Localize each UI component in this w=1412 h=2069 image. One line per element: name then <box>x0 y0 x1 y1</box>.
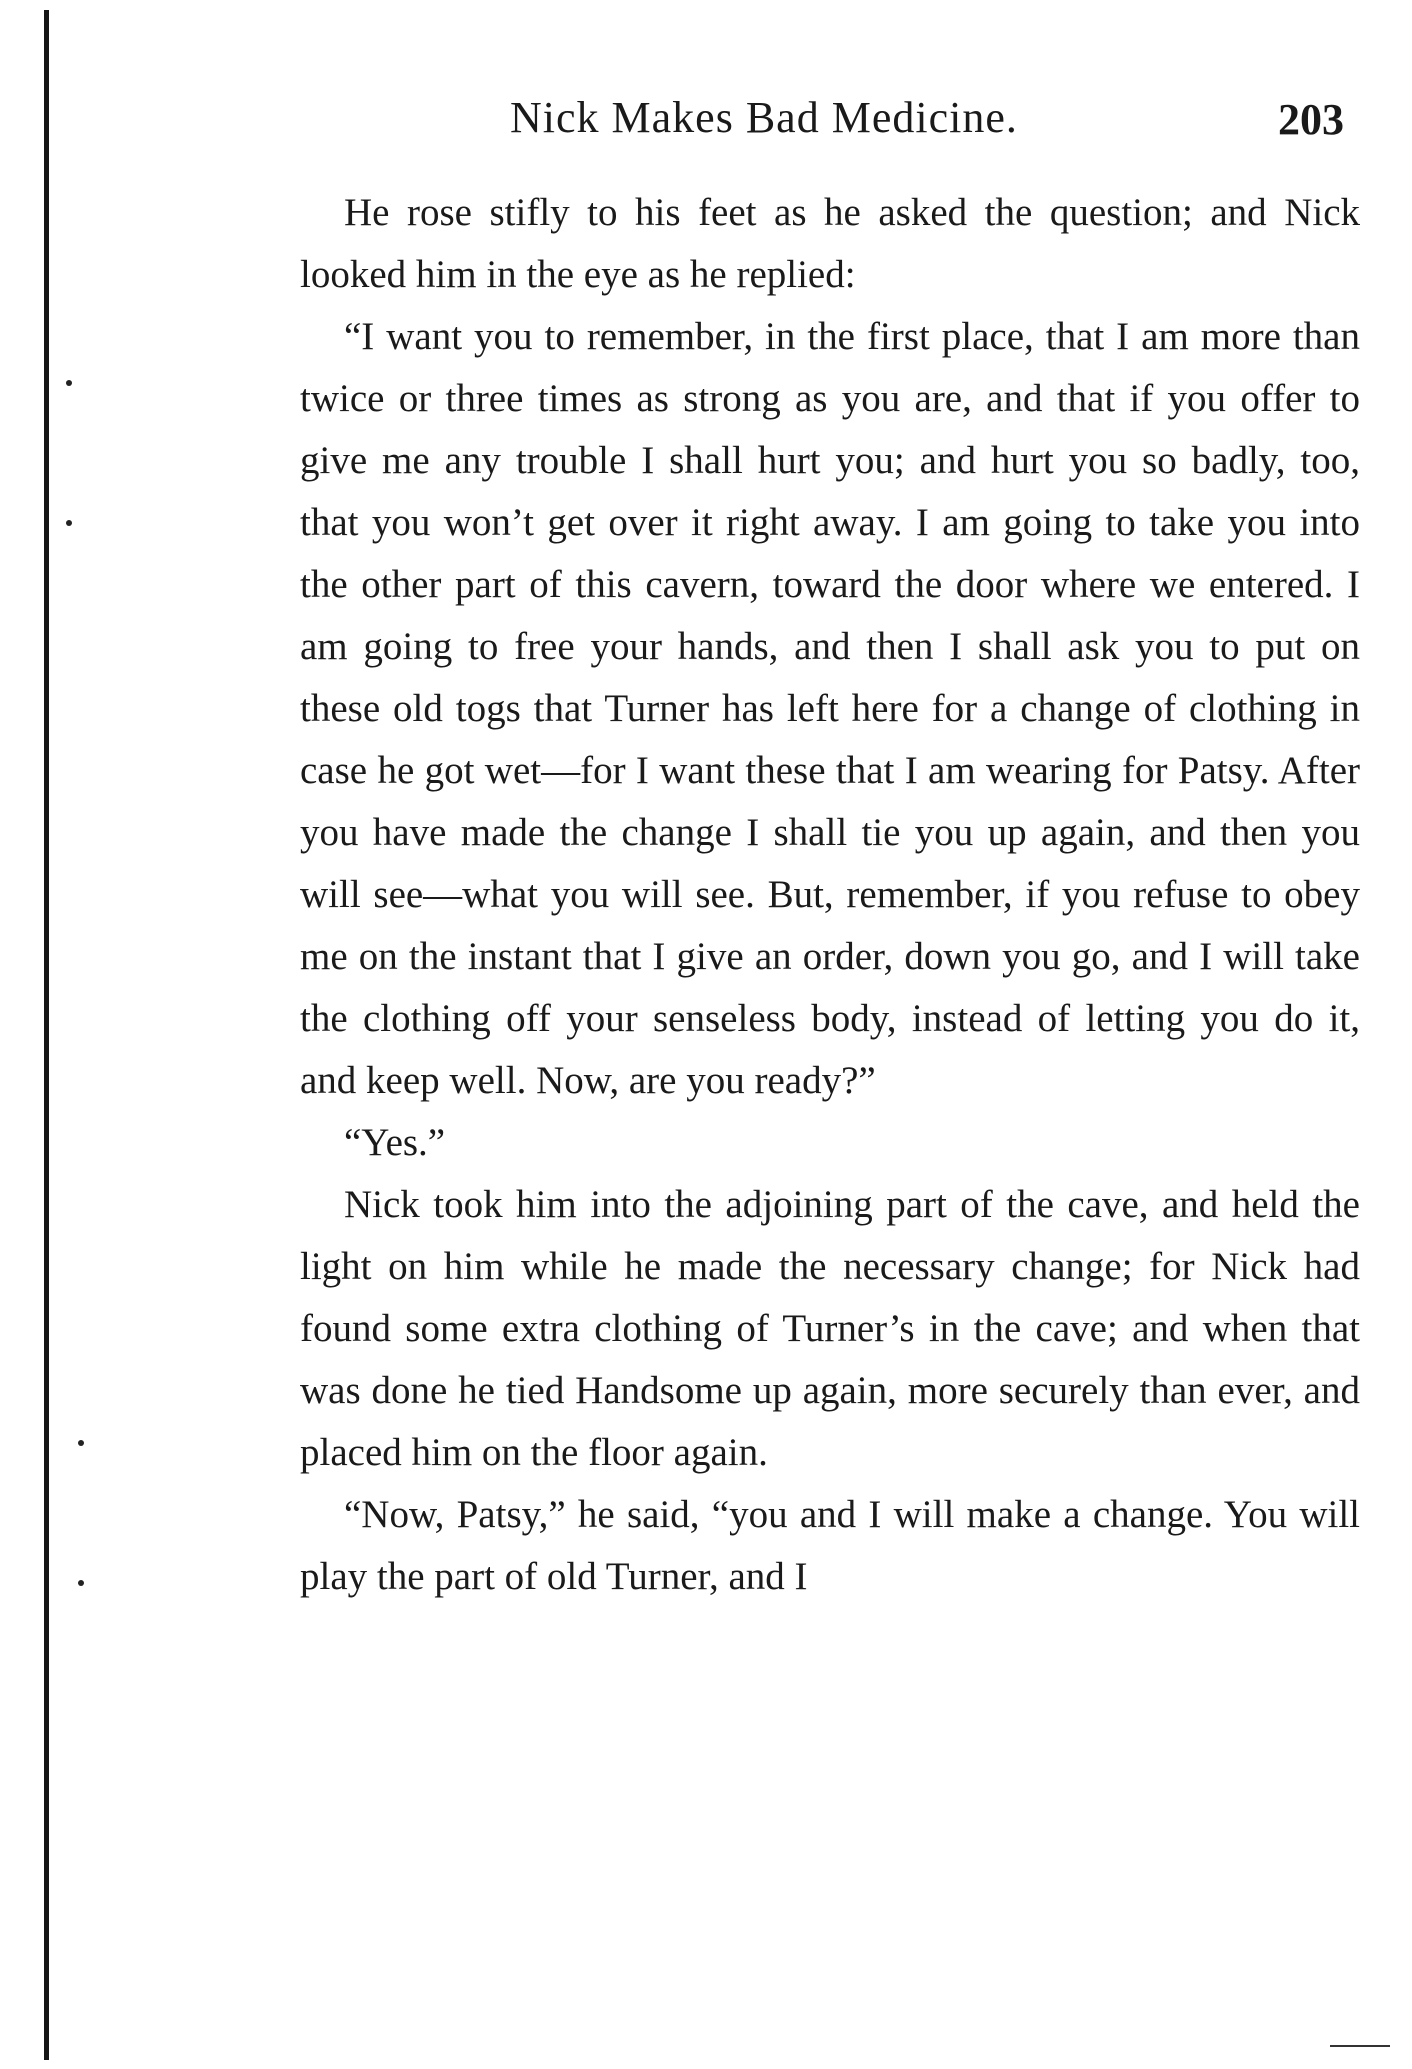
body-text <box>300 182 1360 1608</box>
paragraph: “Yes.” <box>344 1121 446 1164</box>
print-speck <box>66 380 72 386</box>
binding-edge-line <box>44 10 49 2060</box>
footer-rule <box>1330 2045 1390 2047</box>
paragraph: Nick took him into the adjoining part of the cave, and held the light on him while he made the necessary change; for Nick had found some extra clothing of Turner’s in the cave; and when that was done he tied Handsome up again, more securely than ever, and placed him on the floor again. <box>300 1183 1360 1474</box>
paragraph: He rose stifly to his feet as he asked the question; and Nick looked him in the eye as he replied: <box>300 191 1360 296</box>
page-number: 203 <box>1278 95 1344 144</box>
print-speck <box>78 1440 84 1446</box>
paragraph: “I want you to remember, in the first place, that I am more than twice or three times as strong as you are, and that if you offer to give me any trouble I shall hurt you; and hurt you so badly, too, that you won’t get over it right away. I am going to take you into the other part of this cavern, toward the door where we entered. I am going to free your hands, and then I shall ask you to put on these old togs that Turner has left here for a change of clothing in case he got wet—for I want these that I am wearing for Patsy. After you have made the change I shall tie you up again, and then you will see—what you will see. But, remember, if you refuse to obey me on the instant that I give an order, down you go, and I will take the clothing off your senseless body, instead of letting you do it, and keep well. Now, are you ready?” <box>300 315 1360 1102</box>
paragraph: “Now, Patsy,” he said, “you and I will make a change. You will play the part of old Turner, and I <box>300 1493 1360 1598</box>
page-header <box>300 92 1360 152</box>
print-speck <box>78 1580 84 1586</box>
running-title: Nick Makes Bad Medicine. <box>510 93 1018 142</box>
print-speck <box>66 520 72 526</box>
